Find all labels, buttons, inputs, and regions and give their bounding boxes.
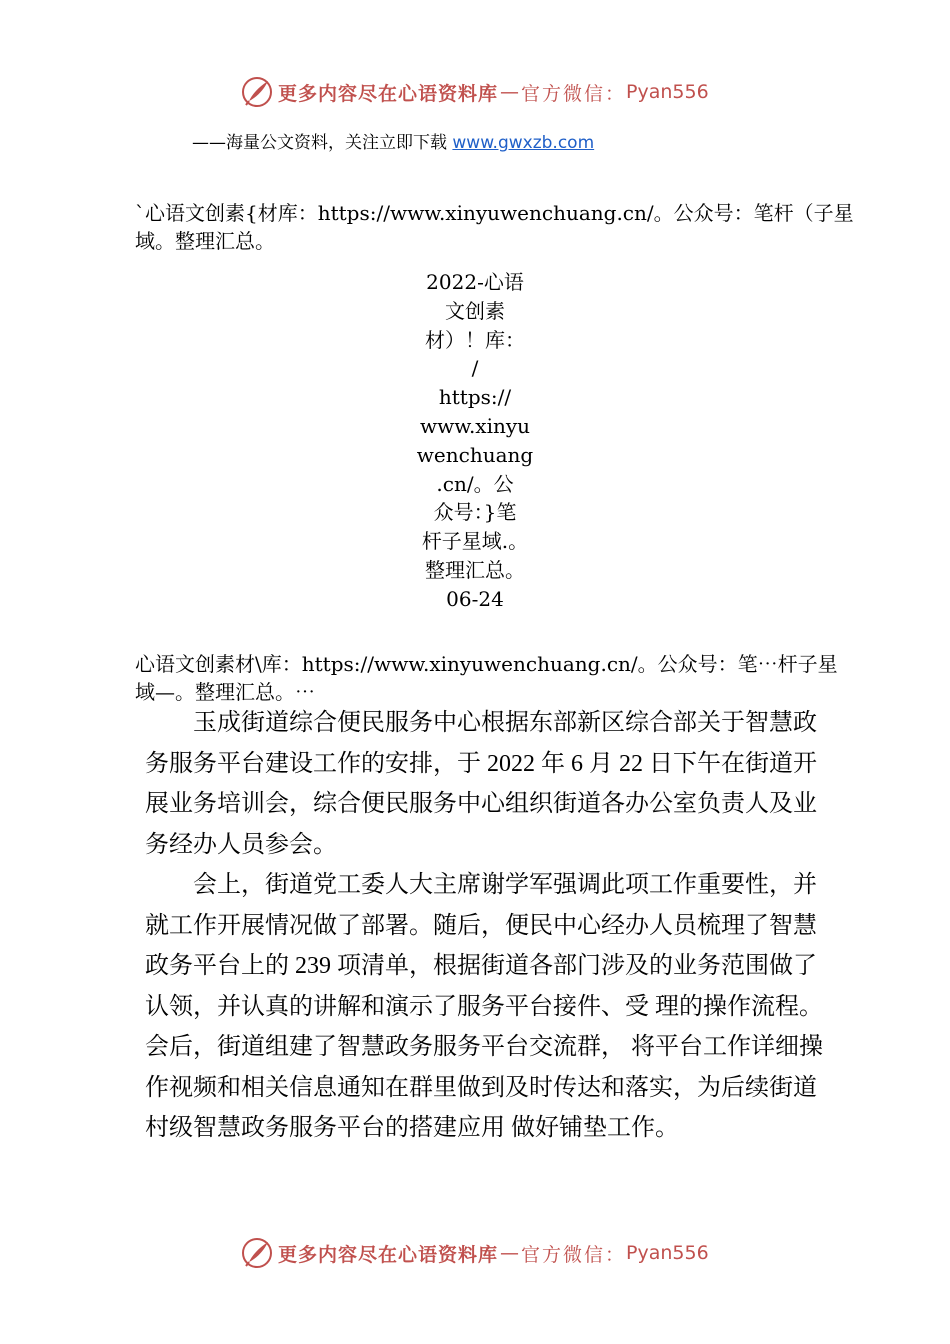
- second-paragraph: 心语文创素材\库：https://www.xinyuwenchuang.cn/。公众号：笔⋯杆子星域—。整理汇总。⋯: [135, 652, 838, 704]
- body-paragraph-2: 会上，街道党工委人大主席谢学军强调此项工作重要性，并就工作开展情况做了部署。随后，便民中心经办人员梳理了智慧政务平台上的 239 项清单，根据街道各部门涉及的业务范围做了认领，并认真的讲解和演示了服务平台接件、受 理的操作流程。会后，街道组建了智慧政务服务平台交流群， 将平台工作详细操作视频和相关信息通知在群里做到及时传达和落实，为后续街道村级智慧政务服务平台的搭建应用 做好铺垫工作。: [145, 872, 823, 1141]
- banner-wechat-label: 官方微信：: [521, 82, 627, 105]
- gwxzb-link[interactable]: www.gwxzb.com: [452, 133, 595, 153]
- center-line: .cn/。公: [436, 471, 514, 496]
- banner-dash: —: [500, 81, 520, 103]
- center-line: wenchuang: [416, 442, 534, 467]
- intro-paragraph: `心语文创素{材库：https://www.xinyuwenchuang.cn/。公众号：笔杆（子星域。整理汇总。: [135, 201, 854, 253]
- banner-brand-text: 更多内容尽在心语资料库: [278, 1243, 499, 1266]
- center-line: /: [471, 356, 479, 381]
- center-line: 06-24: [446, 586, 504, 611]
- center-watermark-block: [400, 268, 550, 614]
- banner-dash: —: [500, 1242, 520, 1264]
- center-line: 整理汇总。: [425, 557, 525, 582]
- center-line: 杆子星域.。: [421, 529, 529, 554]
- sub-banner: [192, 128, 594, 153]
- center-line: 2022-心语: [426, 270, 524, 294]
- banner-wechat-id: Pyan556: [626, 81, 709, 103]
- body-paragraph-1: 玉成街道综合便民服务中心根据东部新区综合部关于智慧政务服务平台建设工作的安排，于 2022 年 6 月 22 日下午在街道开展业务培训会，综合便民服务中心组织街道各办公室负责人及业务经办人员参会。: [145, 710, 817, 858]
- center-line: 文创素: [445, 298, 505, 323]
- banner-wechat-label: 官方微信：: [521, 1243, 627, 1266]
- header-banner: [240, 74, 709, 110]
- center-line: 众号：}笔: [433, 500, 517, 525]
- banner-brand-text: 更多内容尽在心语资料库: [278, 82, 499, 105]
- article-body: [145, 703, 835, 1149]
- center-line: 材）！库：: [425, 327, 525, 352]
- quill-logo-icon: [240, 75, 274, 109]
- footer-banner: [240, 1235, 709, 1271]
- center-line: https://: [438, 385, 512, 410]
- sub-banner-prefix: ——海量公文资料，关注立即下载: [192, 133, 453, 153]
- quill-logo-icon: [240, 1236, 274, 1270]
- center-line: www.xinyu: [419, 413, 531, 438]
- banner-wechat-id: Pyan556: [626, 1242, 709, 1264]
